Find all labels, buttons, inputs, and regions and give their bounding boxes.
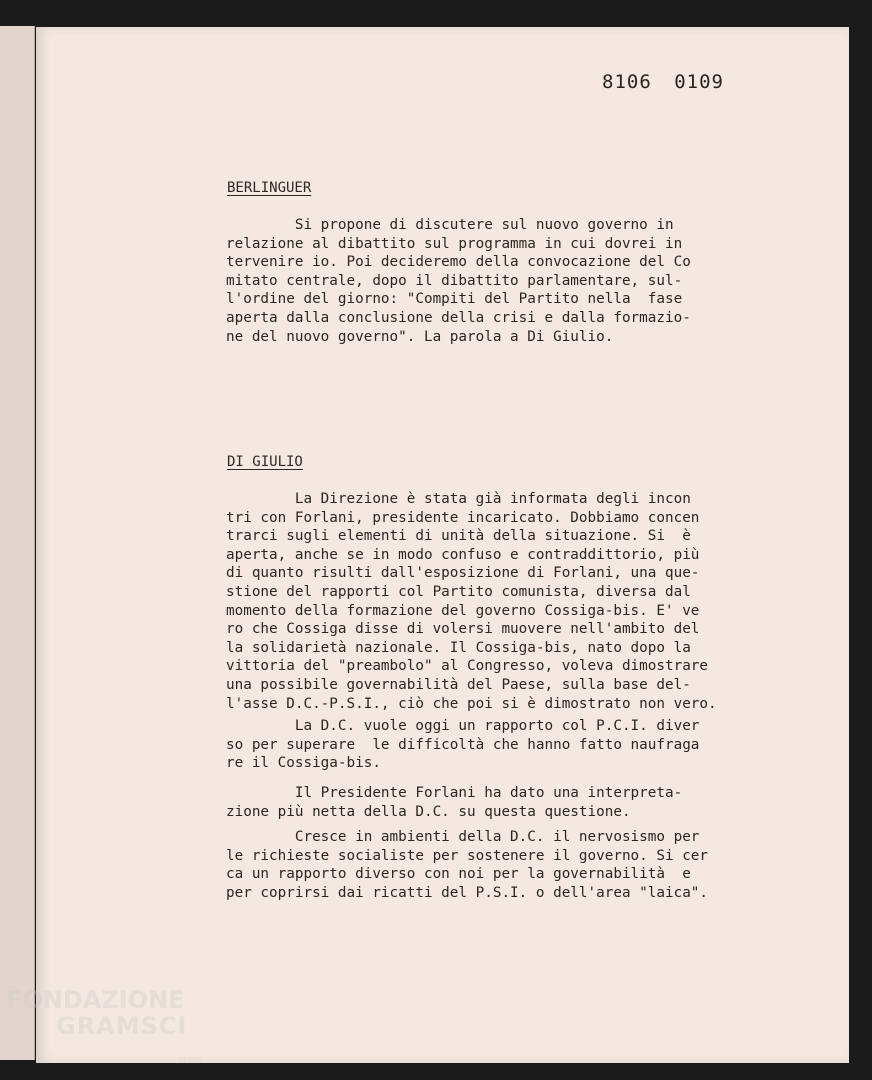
text-line: Si propone di discutere sul nuovo governo in: [226, 217, 674, 233]
paragraph-di-giulio-3: [226, 784, 786, 821]
text-line: per coprirsi dai ricatti del P.S.I. o dell'area "laica".: [226, 884, 709, 901]
text-line: vittoria del "preambolo" al Congresso, voleva dimostrare: [226, 658, 709, 675]
text-line: l'asse D.C.-P.S.I., ciò che poi si è dimostrato non vero.: [226, 695, 717, 712]
text-line: Il Presidente Forlani ha dato una interpreta-: [226, 785, 683, 801]
text-line: La D.C. vuole oggi un rapporto col P.C.I. diver: [226, 718, 700, 734]
text-line: la solidarietà nazionale. Il Cossiga-bis, nato dopo la: [226, 639, 691, 656]
text-line: le richieste socialiste per sostenere il governo. Si cer: [226, 847, 709, 864]
text-line: La Direzione è stata già informata degli incon: [226, 491, 691, 507]
facing-page-edge: [0, 26, 35, 1060]
paragraph-di-giulio-2: [226, 717, 786, 773]
text-line: Cresce in ambienti della D.C. il nervosismo per: [226, 829, 700, 845]
text-line: so per superare le difficoltà che hanno fatto naufraga: [226, 736, 700, 753]
paragraph-di-giulio-1: [226, 490, 786, 713]
folio-number: 8106 0109: [602, 71, 724, 93]
watermark-suffix: onlus: [178, 1055, 203, 1065]
watermark-line-1: FONDAZIONE: [6, 986, 185, 1014]
text-line: ro che Cossiga disse di volersi muovere nell'ambito del: [226, 621, 700, 638]
watermark-line-2: GRAMSCI: [56, 1012, 188, 1040]
paragraph-berlinguer-1: [226, 216, 786, 346]
text-line: tervenire io. Poi decideremo della convocazione del Co: [226, 254, 691, 271]
document-page: [36, 27, 849, 1063]
text-line: trarci sugli elementi di unità della situazione. Si è: [226, 528, 691, 545]
speaker-heading-di-giulio: DI GIULIO: [227, 454, 303, 470]
text-line: l'ordine del giorno: "Compiti del Partito nella fase: [226, 291, 683, 308]
text-line: aperta dalla conclusione della crisi e dalla formazio-: [226, 309, 691, 326]
archive-watermark: [6, 986, 203, 1065]
paragraph-di-giulio-4: [226, 828, 786, 902]
text-line: re il Cossiga-bis.: [226, 755, 381, 772]
text-line: di quanto risulti dall'esposizione di Forlani, una que-: [226, 565, 700, 582]
text-line: mitato centrale, dopo il dibattito parlamentare, sul-: [226, 272, 683, 289]
text-line: relazione al dibattito sul programma in cui dovrei in: [226, 235, 683, 252]
text-line: zione più netta della D.C. su questa questione.: [226, 803, 631, 820]
text-line: tri con Forlani, presidente incaricato. Dobbiamo concen: [226, 509, 700, 526]
text-line: momento della formazione del governo Cossiga-bis. E' ve: [226, 602, 700, 619]
text-line: aperta, anche se in modo confuso e contraddittorio, più: [226, 546, 700, 563]
text-line: ca un rapporto diverso con noi per la governabilità e: [226, 866, 691, 883]
text-line: stione del rapporti col Partito comunista, diversa dal: [226, 583, 691, 600]
speaker-heading-berlinguer: BERLINGUER: [227, 180, 312, 196]
text-line: una possibile governabilità del Paese, sulla base del-: [226, 676, 691, 693]
text-line: ne del nuovo governo". La parola a Di Giulio.: [226, 328, 614, 345]
